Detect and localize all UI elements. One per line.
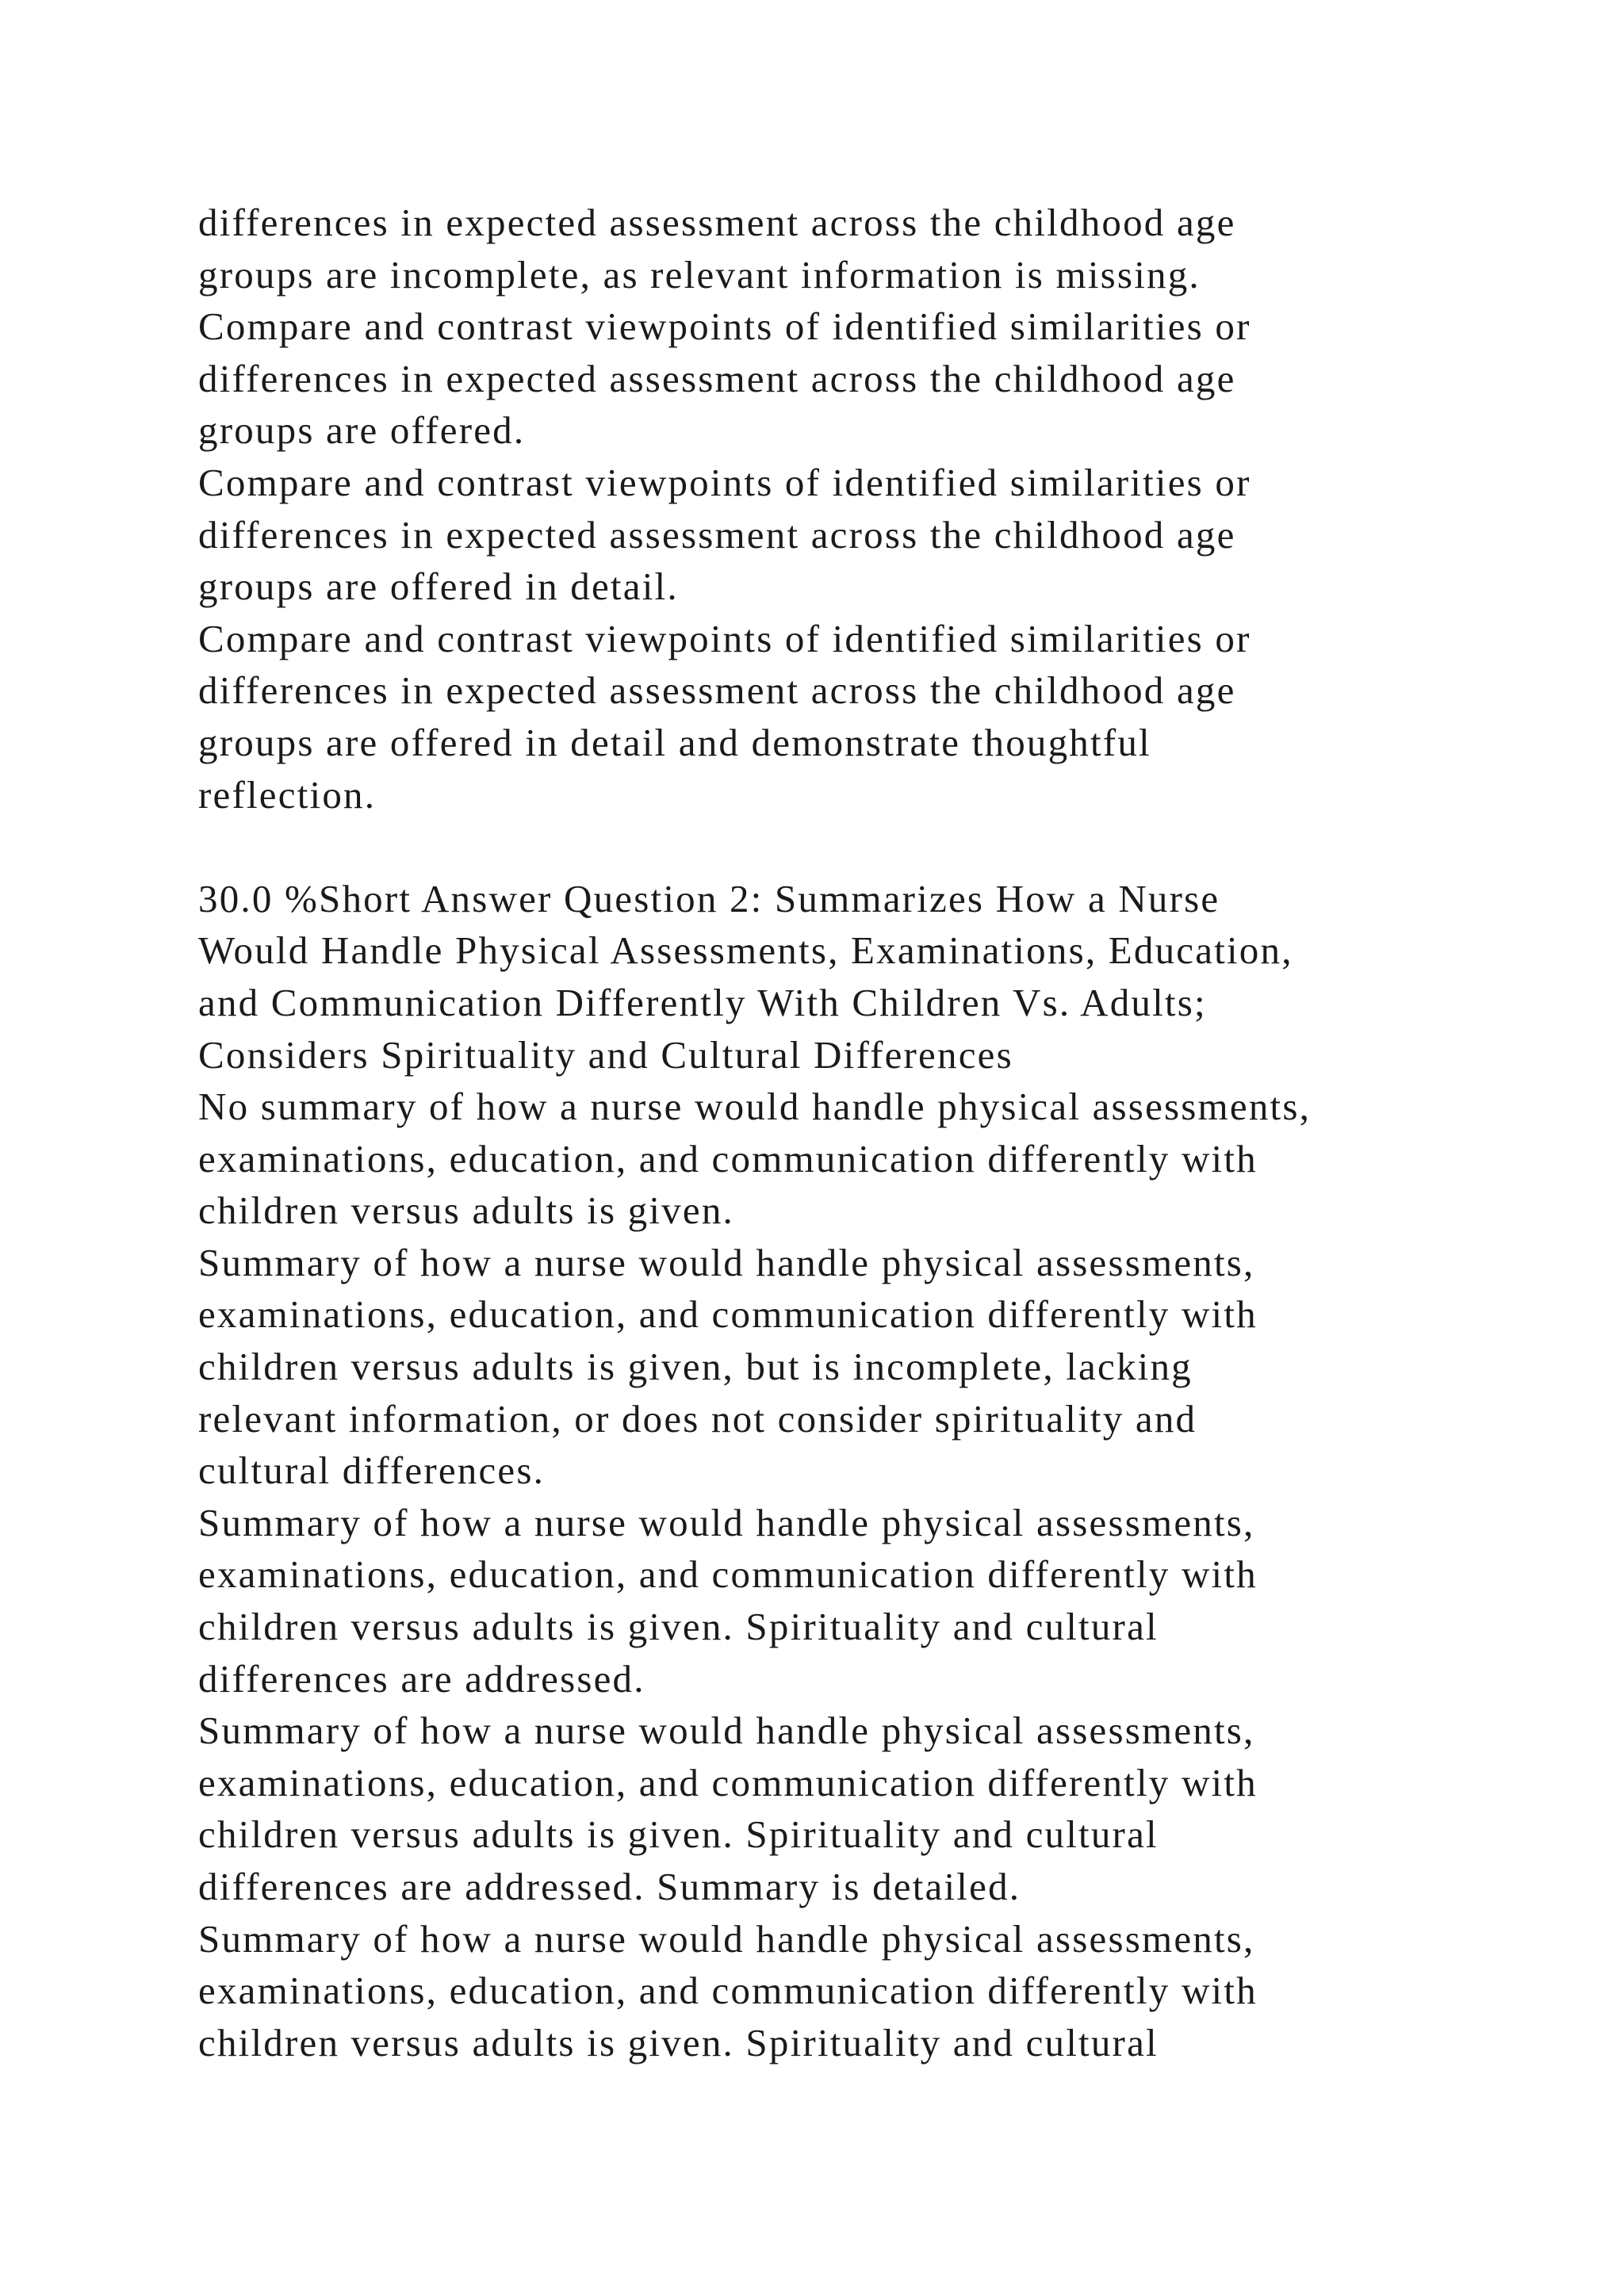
text-line: Compare and contrast viewpoints of identified similarities or [198, 304, 1251, 349]
text-line: cultural differences. [198, 1448, 546, 1493]
text-line: relevant information, or does not consider spirituality and [198, 1396, 1197, 1441]
section-heading-line: 30.0 %Short Answer Question 2: Summarizes How a Nurse [198, 876, 1220, 920]
paragraph-spacer [198, 821, 1515, 873]
text-line: children versus adults is given, but is incomplete, lacking [198, 1345, 1193, 1389]
text-line: Compare and contrast viewpoints of identified similarities or [198, 460, 1251, 504]
text-line: No summary of how a nurse would handle physical assessments, [198, 1085, 1312, 1129]
text-line: differences in expected assessment across the childhood age [198, 668, 1236, 713]
document-body [198, 197, 1515, 2068]
text-line: groups are incomplete, as relevant information is missing. [198, 252, 1201, 297]
text-line: examinations, education, and communication differently with [198, 1136, 1258, 1181]
text-line: children versus adults is given. Spirituality and cultural [198, 1812, 1159, 1857]
text-line: groups are offered in detail and demonstrate thoughtful [198, 720, 1151, 764]
text-line: differences in expected assessment across the childhood age [198, 356, 1236, 400]
text-line: Summary of how a nurse would handle physical assessments, [198, 1709, 1255, 1753]
text-line: Summary of how a nurse would handle physical assessments, [198, 1916, 1255, 1961]
text-line: reflection. [198, 772, 377, 817]
text-line: examinations, education, and communication differently with [198, 1552, 1258, 1597]
text-line: groups are offered in detail. [198, 564, 679, 609]
section-heading-line: Considers Spirituality and Cultural Differences [198, 1032, 1013, 1077]
text-line: children versus adults is given. [198, 1188, 734, 1233]
text-line: differences are addressed. [198, 1656, 645, 1701]
text-line: differences are addressed. Summary is detailed. [198, 1865, 1021, 1908]
text-line: examinations, education, and communication differently with [198, 1969, 1258, 2013]
section-heading-line: and Communication Differently With Children Vs. Adults; [198, 980, 1207, 1024]
text-line: Summary of how a nurse would handle physical assessments, [198, 1500, 1255, 1544]
text-line: children versus adults is given. Spirituality and cultural [198, 2020, 1159, 2064]
text-line: examinations, education, and communication differently with [198, 1292, 1258, 1337]
text-line: children versus adults is given. Spirituality and cultural [198, 1605, 1159, 1649]
text-line: Compare and contrast viewpoints of identified similarities or [198, 616, 1251, 660]
text-line: differences in expected assessment across the childhood age [198, 512, 1236, 557]
text-line: differences in expected assessment across the childhood age [198, 201, 1236, 244]
section-heading-line: Would Handle Physical Assessments, Examinations, Education, [198, 928, 1293, 973]
text-line: Summary of how a nurse would handle physical assessments, [198, 1240, 1255, 1284]
text-line: examinations, education, and communication differently with [198, 1760, 1258, 1804]
text-line: groups are offered. [198, 408, 526, 453]
